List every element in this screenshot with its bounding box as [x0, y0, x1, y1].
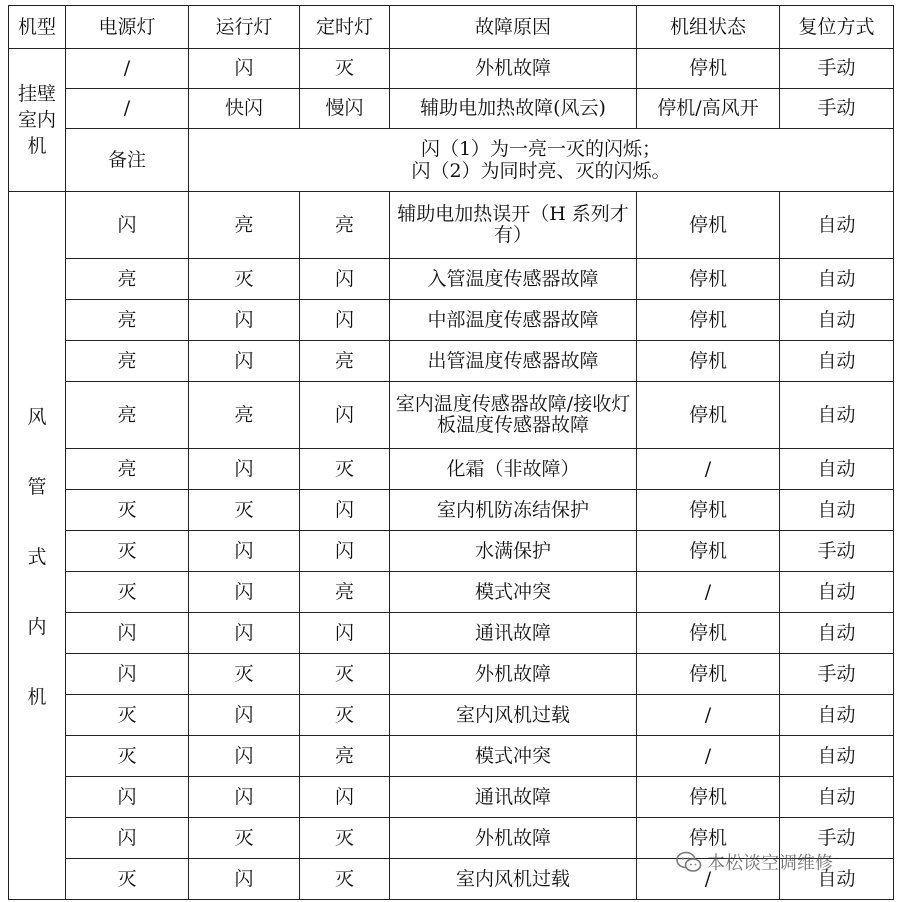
table-row: [9, 777, 894, 818]
reset-mode-cell: 自动: [780, 341, 894, 382]
header-reset-mode: 复位方式: [780, 6, 894, 49]
unit-status-cell: 停机: [637, 382, 780, 449]
header-fault-cause: 故障原因: [390, 6, 637, 49]
watermark-text: 本松谈空调维修: [707, 853, 833, 874]
run-light-cell: 灭: [189, 818, 300, 859]
reset-mode-cell: 手动: [780, 531, 894, 572]
unit-status-cell: 停机: [637, 49, 780, 89]
unit-status-cell: 停机: [637, 341, 780, 382]
power-light-cell: 亮: [66, 382, 189, 449]
table-row: [9, 736, 894, 777]
note-line: 闪（2）为同时亮、灭的闪烁。: [411, 160, 671, 182]
table-row: [9, 490, 894, 531]
reset-mode-cell: 手动: [780, 818, 894, 859]
power-light-cell: 亮: [66, 341, 189, 382]
timer-light-cell: 亮: [300, 736, 390, 777]
power-light-cell: /: [66, 89, 189, 129]
fault-cause-cell: 模式冲突: [390, 572, 637, 613]
run-light-cell: 灭: [189, 654, 300, 695]
timer-light-cell: 亮: [300, 341, 390, 382]
unit-status-cell: 停机: [637, 613, 780, 654]
unit-status-cell: 停机/高风开: [637, 89, 780, 129]
timer-light-cell: 灭: [300, 818, 390, 859]
run-light-cell: 闪: [189, 341, 300, 382]
table-row: [9, 572, 894, 613]
fault-cause-cell: 入管温度传感器故障: [390, 259, 637, 300]
unit-status-cell: /: [637, 736, 780, 777]
run-light-cell: 闪: [189, 531, 300, 572]
table-row: [9, 49, 894, 89]
power-light-cell: 亮: [66, 449, 189, 490]
fault-cause-cell: 室内风机过载: [390, 859, 637, 900]
table-row: [9, 382, 894, 449]
power-light-cell: 闪: [66, 613, 189, 654]
timer-light-cell: 灭: [300, 49, 390, 89]
table-row: [9, 613, 894, 654]
table-row: [9, 531, 894, 572]
reset-mode-cell: 自动: [780, 736, 894, 777]
power-light-cell: 灭: [66, 695, 189, 736]
fault-cause-cell: 辅助电加热故障(风云): [390, 89, 637, 129]
power-light-cell: 灭: [66, 531, 189, 572]
run-light-cell: 亮: [189, 382, 300, 449]
timer-light-cell: 闪: [300, 300, 390, 341]
reset-mode-cell: 自动: [780, 300, 894, 341]
reset-mode-cell: 自动: [780, 449, 894, 490]
run-light-cell: 快闪: [189, 89, 300, 129]
power-light-cell: /: [66, 49, 189, 89]
timer-light-cell: 闪: [300, 490, 390, 531]
note-label-cell: 备注: [66, 129, 189, 192]
timer-light-cell: 闪: [300, 777, 390, 818]
fault-cause-cell: 室内机防冻结保护: [390, 490, 637, 531]
run-light-cell: 闪: [189, 859, 300, 900]
power-light-cell: 闪: [66, 818, 189, 859]
run-light-cell: 闪: [189, 695, 300, 736]
wechat-icon: [676, 851, 702, 873]
power-light-cell: 灭: [66, 490, 189, 531]
unit-type-label: 风管式内机: [27, 406, 47, 708]
run-light-cell: 闪: [189, 300, 300, 341]
fault-cause-cell: 水满保护: [390, 531, 637, 572]
run-light-cell: 闪: [189, 449, 300, 490]
run-light-cell: 亮: [189, 192, 300, 259]
reset-mode-cell: 自动: [780, 490, 894, 531]
reset-mode-cell: 自动: [780, 192, 894, 259]
unit-status-cell: 停机: [637, 259, 780, 300]
reset-mode-cell: 自动: [780, 259, 894, 300]
fault-cause-cell: 通讯故障: [390, 613, 637, 654]
table-row: [9, 341, 894, 382]
fault-cause-cell: 出管温度传感器故障: [390, 341, 637, 382]
unit-status-cell: /: [637, 572, 780, 613]
power-light-cell: 灭: [66, 572, 189, 613]
fault-cause-cell: 辅助电加热误开（H 系列才有）: [390, 192, 637, 259]
power-light-cell: 闪: [66, 777, 189, 818]
timer-light-cell: 灭: [300, 449, 390, 490]
fault-cause-cell: 外机故障: [390, 49, 637, 89]
timer-light-cell: 灭: [300, 654, 390, 695]
power-light-cell: 亮: [66, 300, 189, 341]
unit-status-cell: 停机: [637, 777, 780, 818]
fault-cause-cell: 室内温度传感器故障/接收灯板温度传感器故障: [390, 382, 637, 449]
power-light-cell: 亮: [66, 259, 189, 300]
unit-status-cell: 停机: [637, 818, 780, 859]
header-power-light: 电源灯: [66, 6, 189, 49]
fault-cause-cell: 外机故障: [390, 818, 637, 859]
fault-cause-cell: 化霜（非故障）: [390, 449, 637, 490]
reset-mode-cell: 自动: [780, 382, 894, 449]
header-unit-type: 机型: [9, 6, 66, 49]
run-light-cell: 闪: [189, 777, 300, 818]
timer-light-cell: 灭: [300, 695, 390, 736]
power-light-cell: 闪: [66, 654, 189, 695]
unit-status-cell: 停机: [637, 300, 780, 341]
run-light-cell: 闪: [189, 736, 300, 777]
table-row: [9, 449, 894, 490]
unit-status-cell: /: [637, 449, 780, 490]
reset-mode-cell: 手动: [780, 89, 894, 129]
table-row: [9, 695, 894, 736]
run-light-cell: 闪: [189, 572, 300, 613]
unit-status-cell: 停机: [637, 490, 780, 531]
unit-status-cell: 停机: [637, 654, 780, 695]
fault-cause-cell: 外机故障: [390, 654, 637, 695]
timer-light-cell: 灭: [300, 859, 390, 900]
timer-light-cell: 闪: [300, 531, 390, 572]
unit-type-cell: 挂壁室内机: [9, 49, 66, 192]
reset-mode-cell: 自动: [780, 695, 894, 736]
unit-status-cell: /: [637, 695, 780, 736]
timer-light-cell: 亮: [300, 192, 390, 259]
reset-mode-cell: 手动: [780, 49, 894, 89]
fault-cause-cell: 室内风机过载: [390, 695, 637, 736]
unit-status-cell: /: [637, 859, 780, 900]
run-light-cell: 灭: [189, 490, 300, 531]
run-light-cell: 闪: [189, 613, 300, 654]
reset-mode-cell: 自动: [780, 859, 894, 900]
table-row: [9, 89, 894, 129]
power-light-cell: 灭: [66, 736, 189, 777]
timer-light-cell: 亮: [300, 572, 390, 613]
unit-type-cell: [9, 192, 66, 900]
table-row: [9, 654, 894, 695]
timer-light-cell: 闪: [300, 382, 390, 449]
watermark: [676, 849, 833, 875]
unit-status-cell: 停机: [637, 192, 780, 259]
timer-light-cell: 慢闪: [300, 89, 390, 129]
power-light-cell: 闪: [66, 192, 189, 259]
fault-code-table: [8, 5, 894, 900]
timer-light-cell: 闪: [300, 613, 390, 654]
fault-cause-cell: 中部温度传感器故障: [390, 300, 637, 341]
power-light-cell: 灭: [66, 859, 189, 900]
reset-mode-cell: 自动: [780, 613, 894, 654]
table-row: [9, 192, 894, 259]
header-unit-status: 机组状态: [637, 6, 780, 49]
reset-mode-cell: 自动: [780, 572, 894, 613]
table-row: [9, 300, 894, 341]
reset-mode-cell: 手动: [780, 654, 894, 695]
header-row: [9, 6, 894, 49]
run-light-cell: 闪: [189, 49, 300, 89]
reset-mode-cell: 自动: [780, 777, 894, 818]
table-row: [9, 259, 894, 300]
timer-light-cell: 闪: [300, 259, 390, 300]
fault-cause-cell: 模式冲突: [390, 736, 637, 777]
run-light-cell: 灭: [189, 259, 300, 300]
note-line: 闪（1）为一亮一灭的闪烁；: [420, 138, 662, 160]
header-run-light: 运行灯: [189, 6, 300, 49]
unit-status-cell: 停机: [637, 531, 780, 572]
header-timer-light: 定时灯: [300, 6, 390, 49]
note-cell: [189, 129, 894, 192]
note-row: [9, 129, 894, 192]
fault-cause-cell: 通讯故障: [390, 777, 637, 818]
